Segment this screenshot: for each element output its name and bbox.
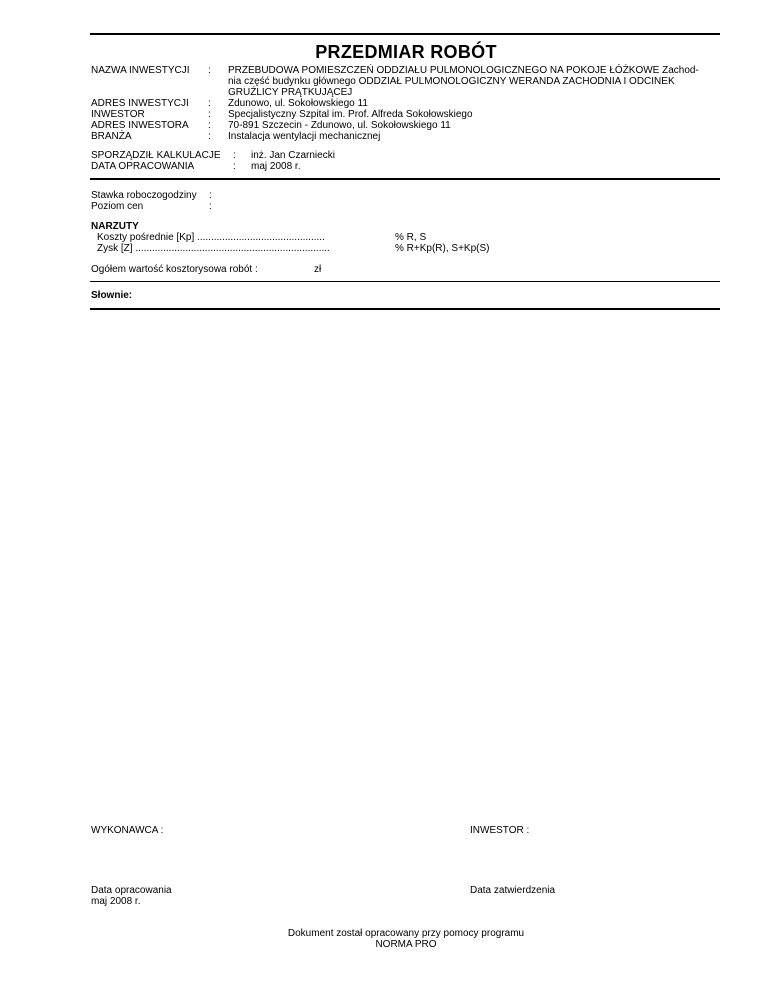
colon: :: [208, 120, 211, 131]
koszty-posrednie-value: % R, S: [395, 232, 427, 243]
nazwa-inwestycji-line2: nia część budynku głównego ODDZIAŁ PULMONOLOGICZNY WERANDA ZACHODNIA I ODCINEK: [228, 76, 675, 87]
program-note-line2: NORMA PRO: [375, 939, 437, 950]
data-zatwierdzenia-label: Data zatwierdzenia: [470, 885, 556, 896]
top-rule: [90, 33, 720, 35]
inwestor-value: Specjalistyczny Szpital im. Prof. Alfreda Sokołowskiego: [228, 109, 473, 120]
colon: :: [209, 190, 212, 201]
colon: :: [208, 98, 211, 109]
colon: :: [208, 131, 211, 142]
colon: :: [208, 109, 211, 120]
total-rule: [90, 281, 720, 282]
page-title: PRZEDMIAR ROBÓT: [315, 42, 497, 62]
ogolem-label: Ogółem wartość kosztorysowa robót :: [91, 264, 258, 275]
nazwa-inwestycji-line3: GRUŹLICY PRĄTKUJĄCEJ: [228, 87, 353, 98]
data-opracowania-label: DATA OPRACOWANIA: [91, 161, 195, 172]
sporzadzil-value: inż. Jan Czarniecki: [251, 150, 335, 161]
adres-inwestora-label: ADRES INWESTORA: [91, 120, 189, 131]
section-rule: [90, 178, 720, 180]
slownie-label: Słownie:: [91, 290, 133, 301]
zysk-label: Zysk [Z] ......................................................................: [97, 243, 330, 254]
zysk-value: % R+Kp(R), S+Kp(S): [395, 243, 490, 254]
inwestor-label: INWESTOR: [91, 109, 145, 120]
branza-label: BRANŻA: [91, 131, 132, 142]
narzuty-heading: NARZUTY: [91, 221, 139, 232]
colon: :: [209, 201, 212, 212]
colon: :: [233, 150, 236, 161]
colon: :: [233, 161, 236, 172]
nazwa-inwestycji-line1: PRZEBUDOWA POMIESZCZEŃ ODDZIAŁU PULMONOLOGICZNEGO NA POKOJE ŁÓŻKOWE Zachod-: [228, 65, 699, 76]
data-opracowania-value: maj 2008 r.: [251, 161, 301, 172]
nazwa-inwestycji-label: NAZWA INWESTYCJI: [91, 65, 190, 76]
sporzadzil-label: SPORZĄDZIŁ KALKULACJE: [91, 150, 221, 161]
wykonawca-label: WYKONAWCA :: [91, 825, 164, 836]
footer-data-opracowania-label: Data opracowania: [91, 885, 172, 896]
inwestor-signature-label: INWESTOR :: [470, 825, 530, 836]
colon: :: [208, 65, 211, 76]
program-note-line1: Dokument został opracowany przy pomocy programu: [287, 928, 525, 939]
stawka-label: Stawka roboczogodziny: [91, 190, 197, 201]
slownie-rule: [90, 308, 720, 310]
adres-inwestora-value: 70-891 Szczecin - Zdunowo, ul. Sokołowskiego 11: [228, 120, 451, 131]
adres-inwestycji-value: Zdunowo, ul. Sokołowskiego 11: [228, 98, 368, 109]
footer-data-opracowania-value: maj 2008 r.: [91, 896, 141, 907]
poziom-cen-label: Poziom cen: [91, 201, 144, 212]
adres-inwestycji-label: ADRES INWESTYCJI: [91, 98, 189, 109]
branza-value: Instalacja wentylacji mechanicznej: [228, 131, 381, 142]
koszty-posrednie-label: Koszty pośrednie [Kp] ..............................................: [97, 232, 325, 243]
currency-label: zł: [314, 264, 322, 275]
